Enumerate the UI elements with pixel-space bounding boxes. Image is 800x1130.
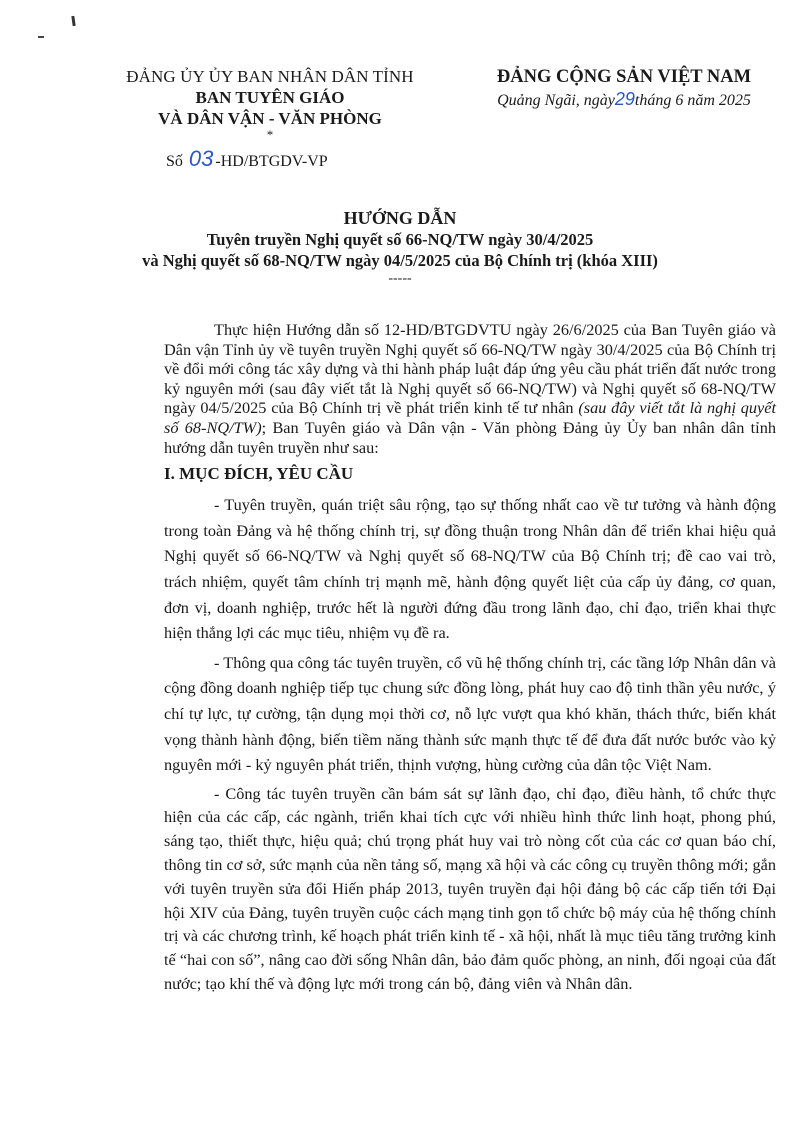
document-title: HƯỚNG DẪN xyxy=(343,208,457,228)
doc-number-handwritten: 03 xyxy=(188,146,214,171)
date-day-handwritten: 29 xyxy=(614,89,635,109)
intro-note-italic: (sau đây viết tắt là nghị quyết số 68-NQ/TW) xyxy=(164,398,776,437)
bullet-paragraph: - Tuyên truyền, quán triệt sâu rộng, tạo sự thống nhất cao về tư tưởng và hành động trong toàn Đảng và hệ thống chính trị, sự đồng thuận trong Nhân dân để triển khai hiệu quả Nghị quyết số 66-NQ/TW và Nghị quyết số 68-NQ/TW của Bộ Chính trị; đề cao vai trò, trách nhiệm, quyết tâm chính trị mạnh mẽ, hành động quyết liệt của cấp ủy đảng, cơ quan, đơn vị, doanh nghiệp, trước hết là người đứng đầu trong lãnh đạo, chỉ đạo, triển khai thực hiện thắng lợi các mục tiêu, nhiệm vụ đề ra. xyxy=(164,495,776,643)
title-separator: ----- xyxy=(388,271,412,286)
issuer-block xyxy=(95,66,445,140)
document-body xyxy=(164,320,776,1000)
intro-paragraph xyxy=(164,320,776,457)
party-name: ĐẢNG CỘNG SẢN VIỆT NAM xyxy=(496,67,752,87)
scan-mark xyxy=(38,36,44,38)
party-block xyxy=(470,66,778,112)
issuer-name-2: VÀ DÂN VẬN - VĂN PHÒNG xyxy=(158,109,382,128)
bullet-paragraph: - Thông qua công tác tuyên truyền, cổ vũ hệ thống chính trị, các tầng lớp Nhân dân và cộng đồng doanh nghiệp tiếp tục chung sức đồng lòng, phát huy cao độ tinh thần yêu nước, ý chí tự lực, tự cường, tận dụng mọi thời cơ, nỗ lực vượt qua khó khăn, thách thức, biến khát vọng thành hành động, biến tiềm năng thành sức mạnh thực tế để đưa đất nước bước vào kỷ nguyên mới - kỷ nguyên phát triển, thịnh vượng, hùng cường của dân tộc Việt Nam. xyxy=(164,652,776,775)
intro-text-b: ; Ban Tuyên giáo và Dân vận - Văn phòng Đảng ủy Ủy ban nhân dân tỉnh hướng dẫn tuyên truyền như sau: xyxy=(164,417,776,457)
document-number xyxy=(166,146,328,172)
document-title-block xyxy=(100,207,700,287)
bullet-paragraph: - Công tác tuyên truyền cần bám sát sự lãnh đạo, chỉ đạo, điều hành, tổ chức thực hiện của các cấp, các ngành, triển khai tích cực với nhiều hình thức linh hoạt, phong phú, sáng tạo, thiết thực, hiệu quả; chú trọng phát huy vai trò nòng cốt của các cơ quan báo chí, thông tin cơ sở, sức mạnh của nền tảng số, mạng xã hội và các công cụ truyền thông mới; gắn với tuyên truyền sửa đổi Hiến pháp 2013, tuyên truyền đại hội đảng bộ các cấp tiến tới Đại hội XIV của Đảng, tuyên truyền cuộc cách mạng tinh gọn tổ chức bộ máy của hệ thống chính trị và các chương trình, kế hoạch phát triển kinh tế - xã hội, nhất là mục tiêu tăng trưởng kinh tế “hai con số”, nâng cao đời sống Nhân dân, bảo đảm quốc phòng, an ninh, đối ngoại của đất nước; tạo khí thế và động lực mới trong cán bộ, đảng viên và Nhân dân. xyxy=(164,783,776,994)
document-subtitle-1: Tuyên truyền Nghị quyết số 66-NQ/TW ngày 30/4/2025 xyxy=(206,230,594,249)
place-date-suffix: tháng 6 năm 2025 xyxy=(634,92,751,109)
doc-number-suffix: -HD/BTGDV-VP xyxy=(215,153,328,170)
place-date-prefix: Quảng Ngãi, ngày xyxy=(497,92,615,109)
scan-mark xyxy=(71,16,75,26)
place-date xyxy=(470,88,778,112)
section-heading: I. MỤC ĐÍCH, YÊU CẦU xyxy=(164,464,354,484)
star-icon: * xyxy=(266,127,274,142)
doc-number-prefix: Số xyxy=(166,153,183,170)
intro-text-a: Thực hiện Hướng dẫn số 12-HD/BTGDVTU ngày 26/6/2025 của Ban Tuyên giáo và Dân vận Tỉnh ủy về tuyên truyền Nghị quyết số 66-NQ/TW ngày 30/4/2025 của Bộ Chính trị về đổi mới công tác xây dựng và thi hành pháp luật đáp ứng yêu cầu phát triển đất nước trong kỷ nguyên mới (sau đây viết tắt là Nghị quyết số 66-NQ/TW) và Nghị quyết số 68-NQ/TW ngày 04/5/2025 của Bộ Chính trị về phát triển kinh tế tư nhân xyxy=(164,320,776,418)
issuer-name: BAN TUYÊN GIÁO xyxy=(195,88,345,107)
document-subtitle-2: và Nghị quyết số 68-NQ/TW ngày 04/5/2025 của Bộ Chính trị (khóa XIII) xyxy=(142,251,658,270)
issuer-parent: ĐẢNG ỦY ỦY BAN NHÂN DÂN TỈNH xyxy=(126,67,414,86)
